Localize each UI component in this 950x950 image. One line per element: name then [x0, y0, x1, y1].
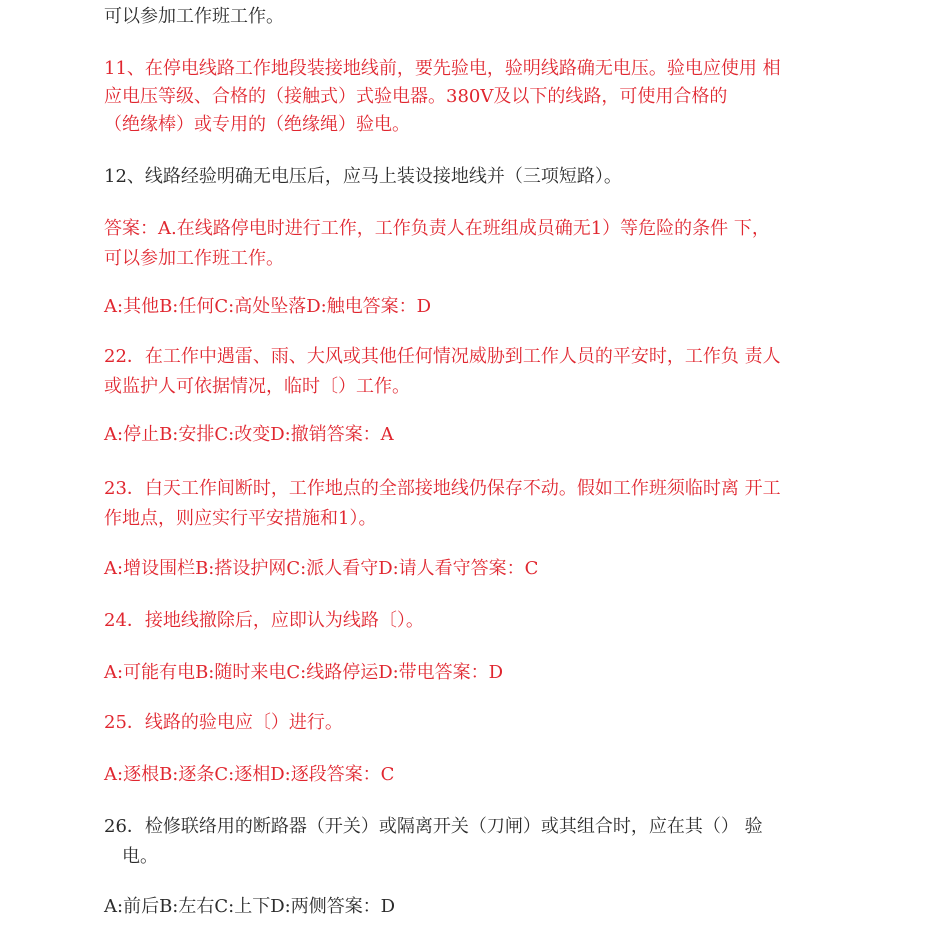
- item-11-line-3: （绝缘棒）或专用的（绝缘绳）验电。: [104, 114, 410, 135]
- question-22-line-1: 22．在工作中遇雷、雨、大风或其他任何情况威胁到工作人员的平安时，工作负 责人: [104, 346, 781, 367]
- text-line-continuation: 可以参加工作班工作。: [104, 6, 284, 27]
- answer-line-2: 可以参加工作班工作。: [104, 248, 284, 269]
- question-23-line-1: 23．白天工作间断时，工作地点的全部接地线仍保存不动。假如工作班须临时离 开工: [104, 478, 781, 499]
- item-11-line-1: 11、在停电线路工作地段装接地线前，要先验电，验明线路确无电压。验电应使用 相: [104, 58, 781, 79]
- question-24: 24．接地线撤除后，应即认为线路〔）。: [104, 610, 424, 631]
- question-25: 25．线路的验电应〔）进行。: [104, 712, 343, 733]
- item-11-line-2: 应电压等级、合格的（接触式）式验电器。380V及以下的线路，可使用合格的: [104, 86, 728, 107]
- options-line-23: A:增设围栏B:搭设护网C:派人看守D:请人看守答案：C: [104, 558, 539, 579]
- options-line-22: A:停止B:安排C:改变D:撤销答案：A: [104, 424, 394, 445]
- item-12: 12、线路经验明确无电压后，应马上装设接地线并（三项短路）。: [104, 166, 622, 187]
- options-line-26: A:前后B:左右C:上下D:两侧答案：D: [104, 896, 396, 917]
- question-26-line-1: 26．检修联络用的断路器（开关）或隔离开关（刀闸）或其组合时，应在其（） 验: [104, 816, 763, 837]
- question-22-line-2: 或监护人可依据情况，临时〔）工作。: [104, 376, 410, 397]
- answer-line-1: 答案：A.在线路停电时进行工作，工作负责人在班组成员确无1）等危险的条件 下，: [104, 218, 770, 239]
- options-line-25: A:逐根B:逐条C:逐相D:逐段答案：C: [104, 764, 395, 785]
- options-line-21: A:其他B:任何C:高处坠落D:触电答案：D: [104, 296, 432, 317]
- options-line-24: A:可能有电B:随时来电C:线路停运D:带电答案：D: [104, 662, 504, 683]
- question-23-line-2: 作地点，则应实行平安措施和1）。: [104, 508, 377, 529]
- question-26-line-2: 电。: [122, 846, 158, 867]
